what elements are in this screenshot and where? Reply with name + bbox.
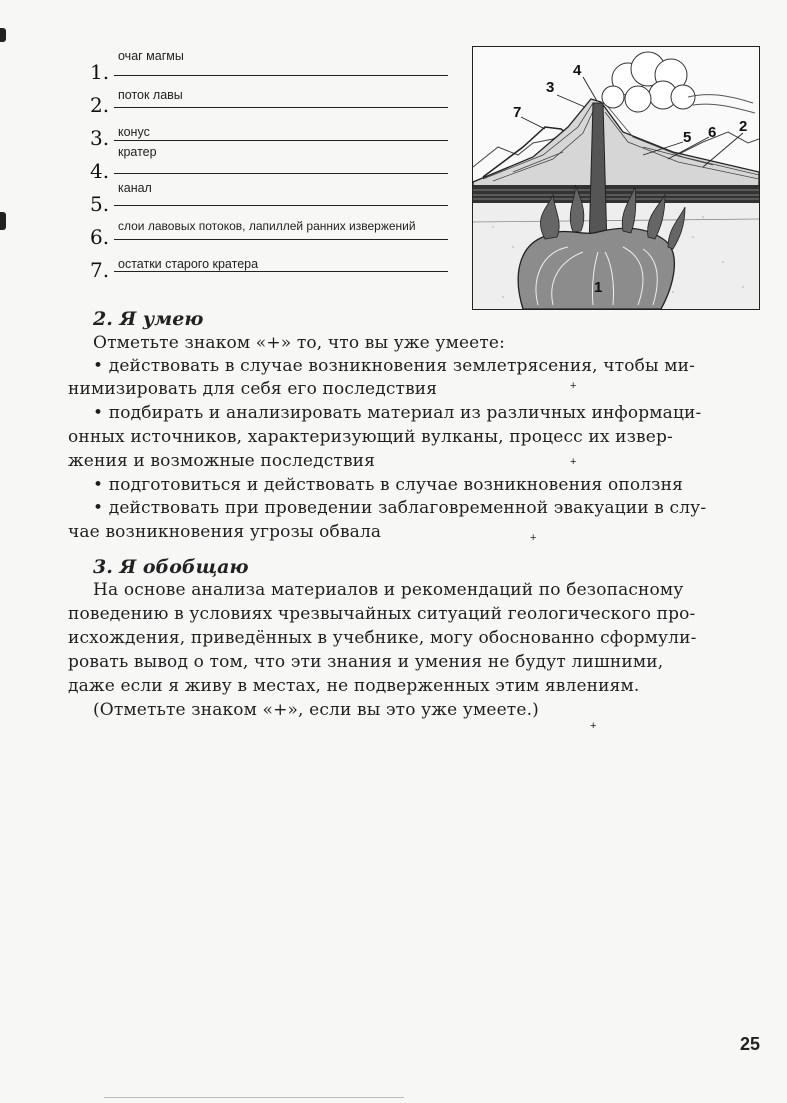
section-2-line: • подбирать и анализировать материал из различных информаци-	[93, 403, 702, 423]
scan-edge-mark	[0, 28, 6, 42]
section-3-line: На основе анализа материалов и рекомендаций по безопасному	[93, 580, 684, 600]
figure-marker-4: 4	[573, 62, 582, 79]
section-2-line: нимизировать для себя его последствия	[68, 379, 438, 399]
section-2-line: жения и возможные последствия	[68, 451, 376, 471]
answer-text-5: канал	[118, 181, 152, 195]
section-2-heading: 2. Я умею	[93, 308, 204, 330]
checkmark-plus: +	[590, 720, 597, 732]
section-2-line: • действовать при проведении заблаговременной эвакуации в слу-	[93, 498, 707, 518]
answer-text-3: конус	[118, 125, 150, 139]
answer-line-5	[114, 205, 448, 206]
figure-marker-7: 7	[513, 104, 522, 121]
figure-marker-5: 5	[683, 129, 692, 146]
label-number-7: 7.	[90, 258, 110, 282]
answer-line-2	[114, 107, 448, 108]
section-3-line: даже если я живу в местах, не подверженных этим явлениям.	[68, 676, 640, 696]
section-2-intro: Отметьте знаком «+» то, что вы уже умеете:	[93, 333, 506, 353]
answer-line-1	[114, 75, 448, 76]
answer-text-1: очаг магмы	[118, 49, 184, 63]
section-2-line: чае возникновения угрозы обвала	[68, 522, 382, 542]
volcano-illustration	[473, 47, 759, 309]
label-number-4: 4.	[90, 159, 110, 183]
answer-text-6: слои лавовых потоков, лапиллей ранних извержений	[118, 219, 416, 233]
section-2-line: онных источников, характеризующий вулканы, процесс их извер-	[68, 427, 673, 447]
section-2-line: • подготовиться и действовать в случае возникновения оползня	[93, 475, 683, 495]
answer-line-6	[114, 239, 448, 240]
answer-text-4: кратер	[118, 145, 157, 159]
answer-text-2: поток лавы	[118, 88, 183, 102]
answer-line-4	[114, 173, 448, 174]
figure-marker-1: 1	[594, 279, 603, 296]
section-3-heading: 3. Я обобщаю	[93, 556, 249, 578]
figure-marker-6: 6	[708, 124, 717, 141]
volcano-diagram	[472, 46, 760, 310]
section-3-line: поведению в условиях чрезвычайных ситуаций геологического про-	[68, 604, 696, 624]
section-2-line: • действовать в случае возникновения землетрясения, чтобы ми-	[93, 356, 695, 376]
checkmark-plus: +	[570, 456, 577, 468]
scan-edge-mark	[0, 212, 6, 230]
answer-line-7	[114, 271, 448, 272]
label-number-1: 1.	[90, 60, 110, 84]
checkmark-plus: +	[530, 532, 537, 544]
page-number: 25	[740, 1034, 761, 1054]
checkmark-plus: +	[570, 380, 577, 392]
section-3-line: ровать вывод о том, что эти знания и умения не будут лишними,	[68, 652, 664, 672]
figure-marker-2: 2	[739, 118, 748, 135]
label-number-6: 6.	[90, 225, 110, 249]
label-number-2: 2.	[90, 93, 110, 117]
figure-marker-3: 3	[546, 79, 555, 96]
answer-line-3	[114, 140, 448, 141]
section-3-line: исхождения, приведённых в учебнике, могу обоснованно сформули-	[68, 628, 697, 648]
answer-text-7: остатки старого кратера	[118, 257, 259, 271]
scan-bottom-rule	[104, 1097, 404, 1098]
label-number-5: 5.	[90, 192, 110, 216]
label-number-3: 3.	[90, 126, 110, 150]
section-3-line: (Отметьте знаком «+», если вы это уже умеете.)	[93, 700, 539, 720]
